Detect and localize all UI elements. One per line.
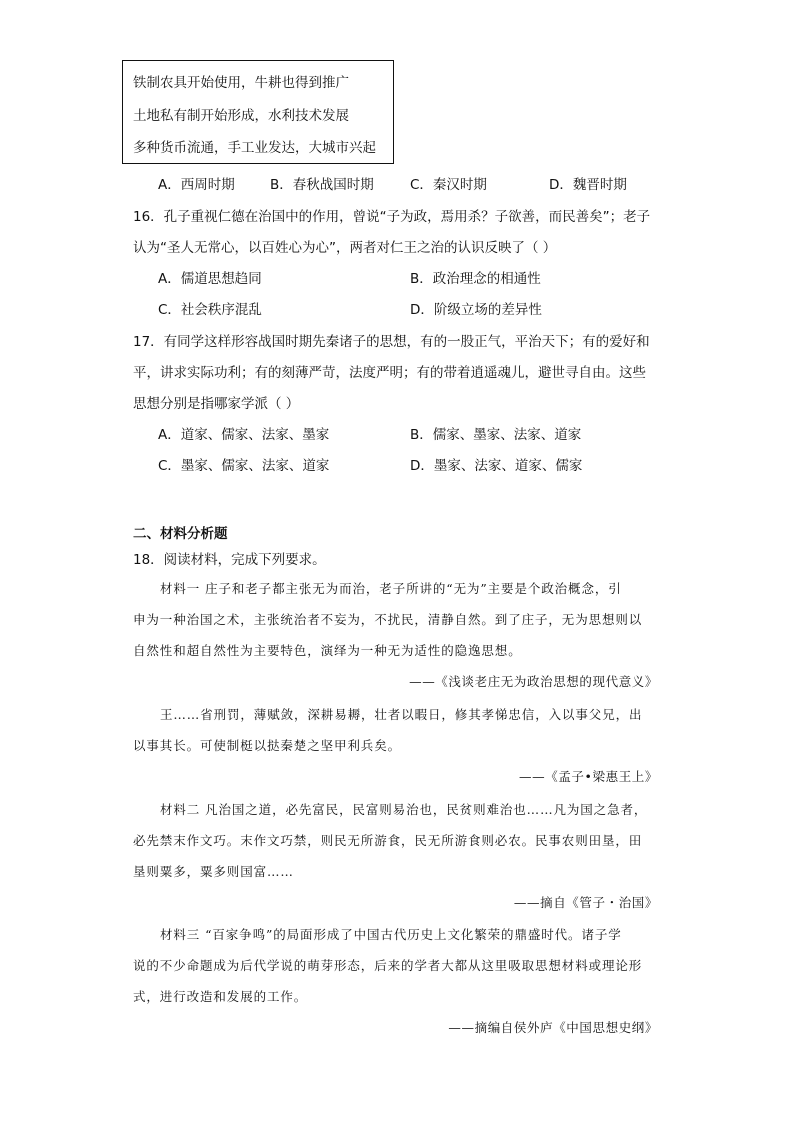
q17-option-b[interactable]: B．儒家、墨家、法家、道家 <box>410 427 582 443</box>
q15-option-c[interactable]: C．秦汉时期 <box>410 177 487 193</box>
q18-stem: 18．阅读材料，完成下列要求。 <box>133 552 326 568</box>
material-two-line: 垦则粟多，粟多则国富…… <box>133 864 294 879</box>
q16-option-a[interactable]: A．儒道思想趋同 <box>158 271 262 287</box>
q15-option-b[interactable]: B．春秋战国时期 <box>270 177 374 193</box>
q15-option-a[interactable]: A．西周时期 <box>158 177 235 193</box>
material-three-line: 材料三 “百家争鸣”的局面形成了中国古代历史上文化繁荣的鼎盛时代。诸子学 <box>160 927 622 942</box>
q16-stem-line: 16．孔子重视仁德在治国中的作用，曾说“子为政，焉用杀？子欲善，而民善矣”；老子 <box>133 209 651 225</box>
q16-option-c[interactable]: C．社会秩序混乱 <box>158 302 262 318</box>
q15-material-box <box>122 60 394 164</box>
q17-stem-line: 平，讲求实际功利；有的刻薄严苛，法度严明；有的带着逍遥魂儿，避世寻自由。这些 <box>133 365 646 381</box>
q16-option-d[interactable]: D．阶级立场的差异性 <box>410 302 542 318</box>
q17-option-c[interactable]: C．墨家、儒家、法家、道家 <box>158 458 330 474</box>
section-heading: 二、材料分析题 <box>133 526 228 542</box>
material-one-line: 自然性和超自然性为主要特色，演绎为一种无为适性的隐逸思想。 <box>133 643 522 658</box>
q15-box-line: 多种货币流通，手工业发达，大城市兴起 <box>133 140 376 156</box>
q16-stem-line: 认为“圣人无常心，以百姓心为心”，两者对仁王之治的认识反映了（ ） <box>133 240 557 256</box>
q16-option-b[interactable]: B．政治理念的相通性 <box>410 271 541 287</box>
material-one-line: 申为一种治国之术，主张统治者不妄为，不扰民，清静自然。到了庄子，无为思想则以 <box>133 612 643 627</box>
q15-box-line: 土地私有制开始形成，水利技术发展 <box>133 108 349 124</box>
q17-stem-line: 思想分别是指哪家学派（ ） <box>133 396 300 412</box>
material-one-source: ——《浅谈老庄无为政治思想的现代意义》 <box>409 674 658 689</box>
q15-box-line: 铁制农具开始使用，牛耕也得到推广 <box>133 75 349 91</box>
q17-option-a[interactable]: A．道家、儒家、法家、墨家 <box>158 427 330 443</box>
material-one-b-line: 以事其长。可使制梃以挞秦楚之坚甲利兵矣。 <box>133 738 402 753</box>
material-two-source: ——摘自《管子・治国》 <box>513 895 658 910</box>
q17-stem-line: 17．有同学这样形容战国时期先秦诸子的思想，有的一股正气，平治天下；有的爱好和 <box>133 334 650 350</box>
material-two-line: 必先禁末作文巧。末作文巧禁，则民无所游食，民无所游食则必农。民事农则田垦，田 <box>133 833 643 848</box>
material-one-b-line: 王……省刑罚，薄赋敛，深耕易耨，壮者以暇日，修其孝悌忠信，入以事父兄，出 <box>160 707 643 722</box>
material-two-line: 材料二 凡治国之道，必先富民，民富则易治也，民贫则难治也……凡为国之急者， <box>160 802 648 817</box>
material-three-line: 式，进行改造和发展的工作。 <box>133 989 308 1004</box>
material-one-line: 材料一 庄子和老子都主张无为而治，老子所讲的“无为”主要是个政治概念，引 <box>160 581 622 596</box>
material-three-source: ——摘编自侯外庐《中国思想史纲》 <box>448 1020 658 1035</box>
q17-option-d[interactable]: D．墨家、法家、道家、儒家 <box>410 458 583 474</box>
material-one-b-source: ——《孟子•梁惠王上》 <box>519 769 658 784</box>
material-three-line: 说的不少命题成为后代学说的萌芽形态，后来的学者大都从这里吸取思想材料或理论形 <box>133 958 643 973</box>
q15-option-d[interactable]: D．魏晋时期 <box>549 177 627 193</box>
